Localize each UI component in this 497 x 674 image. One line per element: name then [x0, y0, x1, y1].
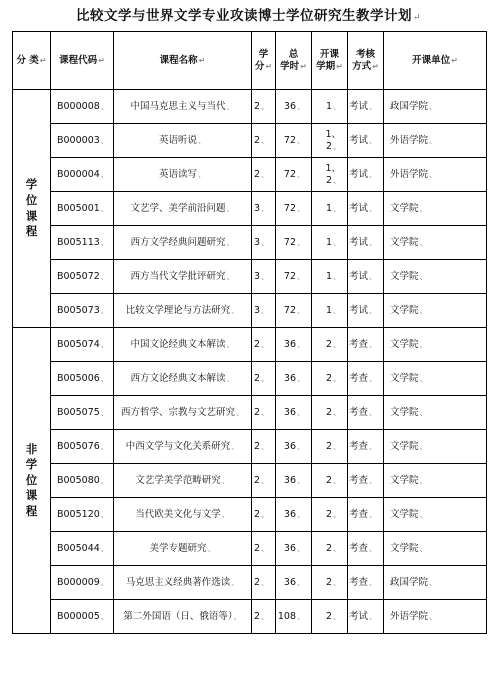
unit-cell-text: 文学院 — [390, 508, 419, 520]
semester-cell-text: 1 — [325, 304, 332, 316]
semester-cell-text: 2 — [325, 338, 332, 350]
course-code-cell-text: B000005 — [57, 610, 100, 622]
course-name-cell: 马克思主义经典著作选读、 — [114, 566, 252, 600]
credits-cell-text: 2 — [253, 406, 260, 418]
course-code-cell-text: B000003 — [57, 134, 100, 146]
hours-cell-text: 36 — [283, 100, 296, 112]
header-unit: 开课单位↵ — [384, 32, 487, 90]
course-name-cell: 中国马克思主义与当代、 — [114, 90, 252, 124]
course-name-cell-text: 西方文学经典问题研究 — [130, 236, 226, 248]
table-row — [13, 260, 487, 294]
course-code-cell-text: B000008 — [57, 100, 100, 112]
course-name-cell: 当代欧美文化与文学、 — [114, 498, 252, 532]
credits-cell: 2、 — [252, 124, 276, 158]
course-code-cell: B000009、 — [51, 566, 114, 600]
course-code-cell: B005080、 — [51, 464, 114, 498]
table-header-row — [13, 32, 487, 90]
unit-cell-text: 外语学院 — [390, 610, 429, 622]
unit-cell: 文学院、 — [384, 532, 487, 566]
category-char: 程 — [25, 503, 38, 518]
credits-cell: 3、 — [252, 192, 276, 226]
course-name-cell-text: 中国马克思主义与当代 — [130, 100, 226, 112]
unit-cell-text: 外语学院 — [390, 134, 429, 146]
course-code-cell-text: B005006 — [57, 372, 100, 384]
unit-cell-text: 文学院 — [390, 338, 419, 350]
semester-cell: 1、2、 — [312, 124, 348, 158]
semester-cell: 2、 — [312, 498, 348, 532]
course-name-cell: 比较文学理论与方法研究、 — [114, 294, 252, 328]
unit-cell: 文学院、 — [384, 260, 487, 294]
credits-cell: 2、 — [252, 362, 276, 396]
semester-cell-text: 1 — [325, 236, 332, 248]
credits-cell: 2、 — [252, 328, 276, 362]
table-row — [13, 90, 487, 124]
course-code-cell: B005113、 — [51, 226, 114, 260]
course-name-cell-text: 英语读写 — [158, 168, 197, 180]
semester-cell: 2、 — [312, 328, 348, 362]
unit-cell-text: 文学院 — [390, 236, 419, 248]
unit-cell-text: 文学院 — [390, 304, 419, 316]
exam-cell-text: 考查 — [348, 542, 368, 554]
course-code-cell: B000004、 — [51, 158, 114, 192]
course-code-cell: B005073、 — [51, 294, 114, 328]
category-char: 学 — [25, 457, 38, 472]
semester-cell: 2、 — [312, 532, 348, 566]
course-name-cell: 英语听说、 — [114, 124, 252, 158]
table-row — [13, 124, 487, 158]
credits-cell: 2、 — [252, 430, 276, 464]
unit-cell: 政国学院、 — [384, 566, 487, 600]
unit-cell-text: 文学院 — [390, 406, 419, 418]
exam-cell: 考查、 — [348, 566, 384, 600]
semester-cell-text: 2 — [325, 372, 332, 384]
semester-cell: 2、 — [312, 396, 348, 430]
semester-cell-text: 2 — [325, 610, 332, 622]
page-title — [0, 5, 497, 27]
course-name-cell: 英语读写、 — [114, 158, 252, 192]
hours-cell-text: 72 — [283, 236, 296, 248]
semester-cell-text: 1 — [325, 270, 332, 282]
credits-cell: 2、 — [252, 464, 276, 498]
semester-cell-text: 1、2 — [325, 162, 341, 186]
credits-cell-text: 2 — [253, 576, 260, 588]
unit-cell: 外语学院、 — [384, 158, 487, 192]
hours-cell: 36、 — [276, 430, 312, 464]
course-code-cell: B005075、 — [51, 396, 114, 430]
unit-cell: 文学院、 — [384, 464, 487, 498]
course-code-cell-text: B005075 — [57, 406, 100, 418]
course-code-cell: B000008、 — [51, 90, 114, 124]
hours-cell: 72、 — [276, 260, 312, 294]
header-exam: 考核 方式↵ — [348, 32, 384, 90]
hours-cell-text: 72 — [283, 134, 296, 146]
unit-cell-text: 文学院 — [390, 202, 419, 214]
course-name-cell: 第二外国语（日、俄语等）、 — [114, 600, 252, 634]
course-name-cell-text: 文艺学、美学前沿问题 — [130, 202, 226, 214]
semester-cell: 1、 — [312, 192, 348, 226]
semester-cell: 1、2、 — [312, 158, 348, 192]
exam-cell: 考试、 — [348, 90, 384, 124]
unit-cell-text: 文学院 — [390, 270, 419, 282]
course-code-cell-text: B005113 — [57, 236, 100, 248]
course-name-cell-text: 第二外国语（日、俄语等） — [123, 610, 233, 622]
table-row — [13, 294, 487, 328]
unit-cell-text: 文学院 — [390, 372, 419, 384]
semester-cell: 2、 — [312, 362, 348, 396]
exam-cell-text: 考试 — [348, 270, 368, 282]
hours-cell-text: 108 — [277, 610, 296, 622]
exam-cell: 考试、 — [348, 294, 384, 328]
exam-cell: 考试、 — [348, 260, 384, 294]
category-char: 课 — [25, 488, 38, 503]
unit-cell: 外语学院、 — [384, 600, 487, 634]
credits-cell: 2、 — [252, 498, 276, 532]
exam-cell-text: 考试 — [348, 168, 368, 180]
course-code-cell-text: B005074 — [57, 338, 100, 350]
credits-cell-text: 3 — [253, 236, 260, 248]
unit-cell: 文学院、 — [384, 396, 487, 430]
hours-cell-text: 72 — [283, 202, 296, 214]
unit-cell: 外语学院、 — [384, 124, 487, 158]
exam-cell-text: 考试 — [348, 134, 368, 146]
exam-cell: 考查、 — [348, 396, 384, 430]
semester-cell: 2、 — [312, 566, 348, 600]
table-row — [13, 226, 487, 260]
hours-cell: 72、 — [276, 226, 312, 260]
category-cell — [13, 90, 51, 328]
course-code-cell: B000005、 — [51, 600, 114, 634]
course-name-cell: 西方文论经典文本解读、 — [114, 362, 252, 396]
credits-cell: 2、 — [252, 90, 276, 124]
table-row — [13, 396, 487, 430]
course-name-cell-text: 西方文论经典文本解读 — [130, 372, 226, 384]
semester-cell-text: 1 — [325, 202, 332, 214]
title-text: 比较文学与世界文学专业攻读博士学位研究生教学计划 — [75, 8, 412, 24]
course-code-cell-text: B000004 — [57, 168, 100, 180]
unit-cell-text: 政国学院 — [390, 576, 429, 588]
credits-cell: 2、 — [252, 532, 276, 566]
course-name-cell-text: 西方当代文学批评研究 — [130, 270, 226, 282]
hours-cell-text: 36 — [283, 542, 296, 554]
table-row — [13, 362, 487, 396]
unit-cell-text: 文学院 — [390, 440, 419, 452]
category-cell — [13, 328, 51, 634]
header-category: 分 类↵ — [13, 32, 51, 90]
category-char: 程 — [25, 224, 38, 239]
exam-cell: 考查、 — [348, 328, 384, 362]
course-code-cell-text: B005073 — [57, 304, 100, 316]
exam-cell: 考查、 — [348, 430, 384, 464]
course-name-cell: 中国文论经典文本解读、 — [114, 328, 252, 362]
credits-cell-text: 2 — [253, 474, 260, 486]
table-row — [13, 328, 487, 362]
hours-cell-text: 36 — [283, 372, 296, 384]
hours-cell: 36、 — [276, 532, 312, 566]
credits-cell: 3、 — [252, 226, 276, 260]
exam-cell: 考试、 — [348, 158, 384, 192]
header-hours: 总 学时↵ — [276, 32, 312, 90]
hours-cell: 36、 — [276, 498, 312, 532]
course-code-cell-text: B000009 — [57, 576, 100, 588]
unit-cell: 文学院、 — [384, 226, 487, 260]
semester-cell-text: 2 — [325, 474, 332, 486]
exam-cell-text: 考查 — [348, 372, 368, 384]
credits-cell-text: 2 — [253, 610, 260, 622]
unit-cell: 文学院、 — [384, 192, 487, 226]
unit-cell-text: 外语学院 — [390, 168, 429, 180]
unit-cell: 文学院、 — [384, 430, 487, 464]
category-char: 位 — [25, 192, 38, 207]
semester-cell: 2、 — [312, 430, 348, 464]
course-name-cell: 西方文学经典问题研究、 — [114, 226, 252, 260]
credits-cell-text: 2 — [253, 134, 260, 146]
course-name-cell: 西方哲学、宗教与文艺研究、 — [114, 396, 252, 430]
course-code-cell-text: B005120 — [57, 508, 100, 520]
category-char: 位 — [25, 472, 38, 487]
exam-cell-text: 考查 — [348, 338, 368, 350]
credits-cell-text: 2 — [253, 508, 260, 520]
hours-cell: 72、 — [276, 158, 312, 192]
credits-cell-text: 2 — [253, 338, 260, 350]
credits-cell: 2、 — [252, 566, 276, 600]
course-code-cell: B005006、 — [51, 362, 114, 396]
exam-cell-text: 考查 — [348, 576, 368, 588]
exam-cell: 考试、 — [348, 124, 384, 158]
unit-cell: 文学院、 — [384, 362, 487, 396]
hours-cell-text: 72 — [283, 168, 296, 180]
exam-cell-text: 考查 — [348, 474, 368, 486]
semester-cell: 1、 — [312, 226, 348, 260]
semester-cell-text: 2 — [325, 542, 332, 554]
course-name-cell-text: 英语听说 — [158, 134, 197, 146]
hours-cell: 36、 — [276, 396, 312, 430]
semester-cell: 1、 — [312, 294, 348, 328]
unit-cell: 文学院、 — [384, 328, 487, 362]
course-code-cell: B005120、 — [51, 498, 114, 532]
course-code-cell: B005074、 — [51, 328, 114, 362]
course-code-cell: B005072、 — [51, 260, 114, 294]
hours-cell-text: 36 — [283, 508, 296, 520]
exam-cell: 考试、 — [348, 192, 384, 226]
course-code-cell-text: B005080 — [57, 474, 100, 486]
course-code-cell-text: B005072 — [57, 270, 100, 282]
course-code-cell-text: B005044 — [57, 542, 100, 554]
exam-cell-text: 考查 — [348, 508, 368, 520]
exam-cell-text: 考试 — [348, 304, 368, 316]
credits-cell: 2、 — [252, 396, 276, 430]
hours-cell-text: 36 — [283, 406, 296, 418]
course-name-cell-text: 当代欧美文化与文学 — [135, 508, 221, 520]
table-row — [13, 464, 487, 498]
course-name-cell: 文艺学、美学前沿问题、 — [114, 192, 252, 226]
course-code-cell-text: B005001 — [57, 202, 100, 214]
table-row — [13, 532, 487, 566]
hours-cell: 36、 — [276, 328, 312, 362]
semester-cell-text: 2 — [325, 508, 332, 520]
unit-cell: 文学院、 — [384, 498, 487, 532]
semester-cell: 2、 — [312, 464, 348, 498]
course-name-cell-text: 文艺学美学范畴研究 — [135, 474, 221, 486]
course-name-cell-text: 比较文学理论与方法研究 — [125, 304, 231, 316]
course-name-cell-text: 中国文论经典文本解读 — [130, 338, 226, 350]
exam-cell: 考试、 — [348, 600, 384, 634]
course-name-cell: 中西文学与文化关系研究、 — [114, 430, 252, 464]
course-code-cell: B005044、 — [51, 532, 114, 566]
paragraph-mark: ↵ — [412, 13, 422, 23]
unit-cell-text: 政国学院 — [390, 100, 429, 112]
exam-cell: 考查、 — [348, 362, 384, 396]
credits-cell-text: 2 — [253, 168, 260, 180]
exam-cell-text: 考试 — [348, 610, 368, 622]
hours-cell-text: 36 — [283, 474, 296, 486]
category-char: 非 — [25, 441, 38, 456]
unit-cell: 政国学院、 — [384, 90, 487, 124]
exam-cell-text: 考试 — [348, 100, 368, 112]
unit-cell-text: 文学院 — [390, 542, 419, 554]
hours-cell: 36、 — [276, 362, 312, 396]
hours-cell-text: 72 — [283, 304, 296, 316]
hours-cell: 36、 — [276, 90, 312, 124]
exam-cell: 考查、 — [348, 532, 384, 566]
semester-cell: 1、 — [312, 260, 348, 294]
semester-cell-text: 2 — [325, 576, 332, 588]
credits-cell-text: 2 — [253, 440, 260, 452]
hours-cell: 108、 — [276, 600, 312, 634]
table-row — [13, 600, 487, 634]
header-name: 课程名称↵ — [114, 32, 252, 90]
table-row — [13, 192, 487, 226]
category-char: 学 — [25, 177, 38, 192]
credits-cell: 2、 — [252, 600, 276, 634]
course-table — [12, 31, 487, 634]
credits-cell: 3、 — [252, 294, 276, 328]
course-code-cell: B000003、 — [51, 124, 114, 158]
credits-cell-text: 2 — [253, 100, 260, 112]
semester-cell-text: 2 — [325, 406, 332, 418]
hours-cell: 36、 — [276, 566, 312, 600]
exam-cell-text: 考查 — [348, 406, 368, 418]
table-row — [13, 498, 487, 532]
semester-cell: 2、 — [312, 600, 348, 634]
exam-cell: 考查、 — [348, 464, 384, 498]
course-name-cell: 文艺学美学范畴研究、 — [114, 464, 252, 498]
semester-cell-text: 1 — [325, 100, 332, 112]
credits-cell: 2、 — [252, 158, 276, 192]
hours-cell-text: 36 — [283, 576, 296, 588]
credits-cell-text: 3 — [253, 202, 260, 214]
semester-cell-text: 1、2 — [325, 128, 341, 152]
course-name-cell-text: 西方哲学、宗教与文艺研究 — [120, 406, 235, 418]
table-body — [13, 90, 487, 634]
hours-cell-text: 36 — [283, 440, 296, 452]
exam-cell: 考查、 — [348, 498, 384, 532]
course-name-cell: 西方当代文学批评研究、 — [114, 260, 252, 294]
exam-cell-text: 考查 — [348, 440, 368, 452]
credits-cell-text: 2 — [253, 372, 260, 384]
credits-cell-text: 2 — [253, 542, 260, 554]
header-code: 课程代码↵ — [51, 32, 114, 90]
category-char: 课 — [25, 208, 38, 223]
unit-cell-text: 文学院 — [390, 474, 419, 486]
exam-cell-text: 考试 — [348, 202, 368, 214]
course-name-cell-text: 马克思主义经典著作选读 — [125, 576, 231, 588]
header-credits: 学 分↵ — [252, 32, 276, 90]
hours-cell: 36、 — [276, 464, 312, 498]
course-code-cell: B005076、 — [51, 430, 114, 464]
credits-cell-text: 3 — [253, 304, 260, 316]
hours-cell: 72、 — [276, 192, 312, 226]
table-row — [13, 158, 487, 192]
table-row — [13, 566, 487, 600]
credits-cell: 3、 — [252, 260, 276, 294]
course-name-cell-text: 中西文学与文化关系研究 — [125, 440, 231, 452]
exam-cell-text: 考试 — [348, 236, 368, 248]
hours-cell-text: 72 — [283, 270, 296, 282]
course-code-cell-text: B005076 — [57, 440, 100, 452]
semester-cell: 1、 — [312, 90, 348, 124]
semester-cell-text: 2 — [325, 440, 332, 452]
table-row — [13, 430, 487, 464]
course-name-cell: 美学专题研究、 — [114, 532, 252, 566]
exam-cell: 考试、 — [348, 226, 384, 260]
credits-cell-text: 3 — [253, 270, 260, 282]
unit-cell: 文学院、 — [384, 294, 487, 328]
hours-cell-text: 36 — [283, 338, 296, 350]
hours-cell: 72、 — [276, 294, 312, 328]
hours-cell: 72、 — [276, 124, 312, 158]
course-code-cell: B005001、 — [51, 192, 114, 226]
header-semester: 开课 学期↵ — [312, 32, 348, 90]
course-name-cell-text: 美学专题研究 — [149, 542, 207, 554]
